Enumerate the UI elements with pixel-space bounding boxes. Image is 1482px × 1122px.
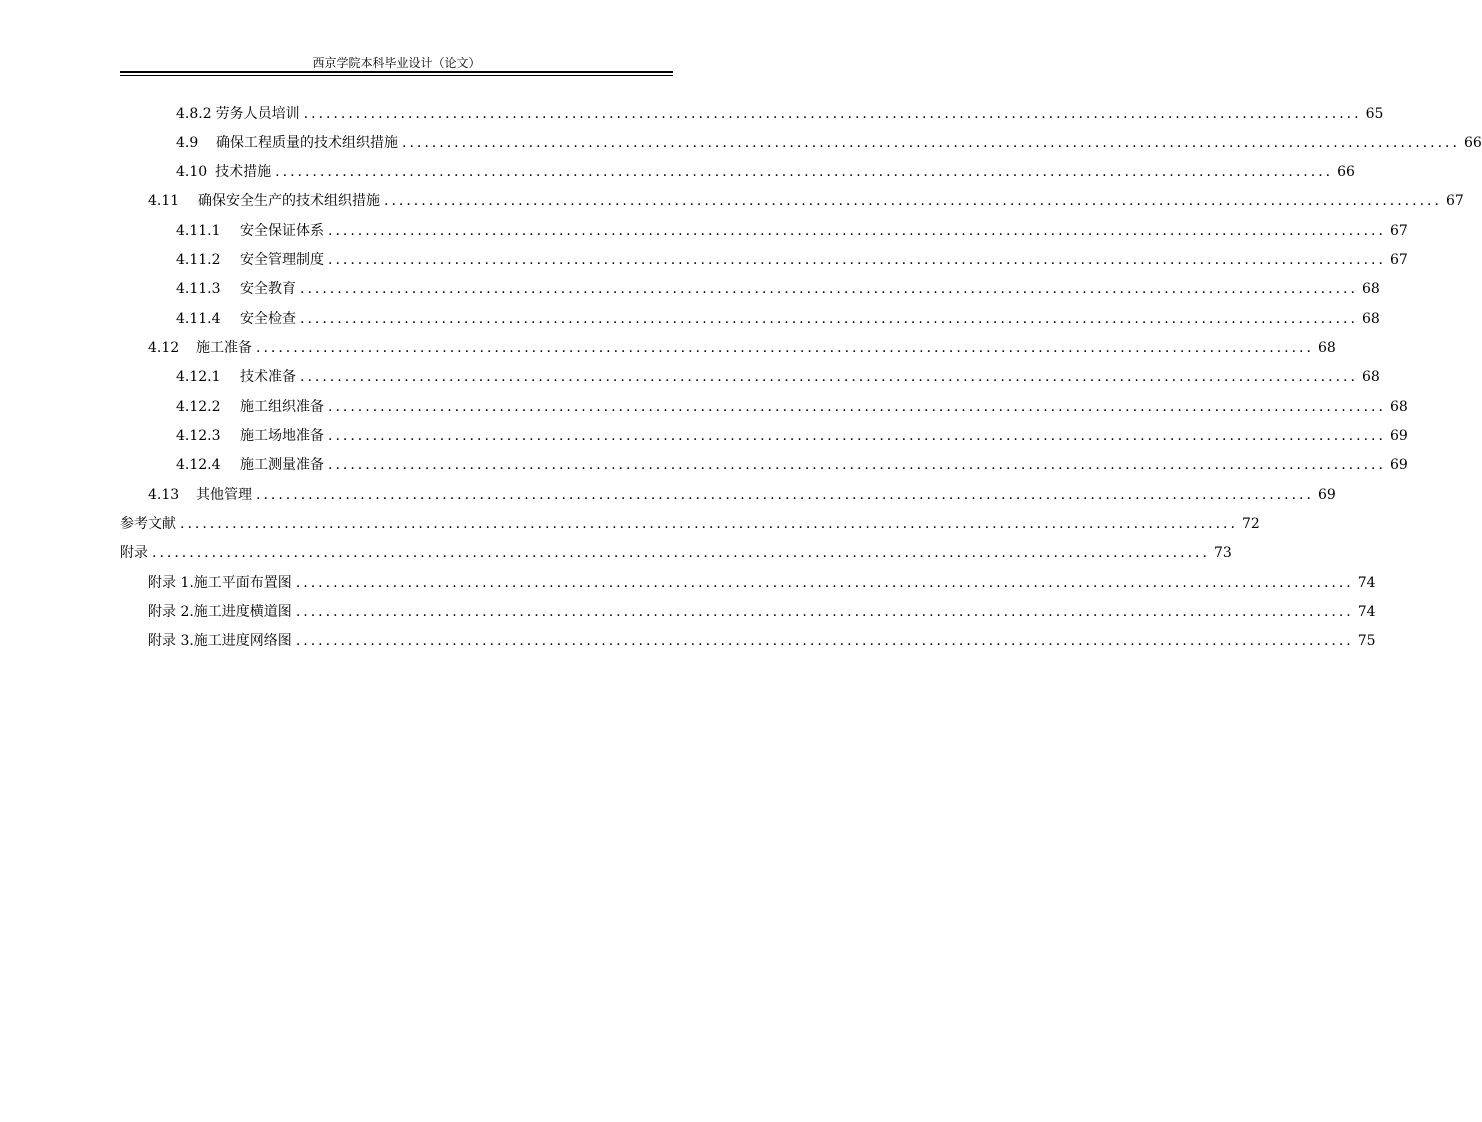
toc-entry-number: 4.12 bbox=[148, 340, 180, 356]
header-rule-thin bbox=[120, 75, 673, 76]
toc-entry-page: 68 bbox=[1389, 399, 1408, 415]
toc-entry-title: 劳务人员培训 bbox=[215, 106, 300, 122]
toc-entry-page: 68 bbox=[1317, 340, 1336, 356]
toc-entry-page: 73 bbox=[1213, 545, 1232, 561]
toc-entry-number: 4.9 bbox=[176, 135, 199, 151]
toc-entry-title: 施工组织准备 bbox=[240, 399, 324, 415]
toc-entry-title: 技术措施 bbox=[215, 164, 272, 180]
toc-entry-leader: .............................................................................................................................................. bbox=[402, 135, 1460, 151]
toc-entry[interactable] bbox=[148, 627, 1376, 655]
toc-entry-page: 68 bbox=[1361, 311, 1380, 327]
toc-entry-leader: .............................................................................................................................................. bbox=[295, 633, 1354, 649]
toc-entry-number: 4.11.1 bbox=[176, 223, 221, 239]
toc-entry-leader: .............................................................................................................................................. bbox=[303, 106, 1362, 122]
toc-entry-leader: .............................................................................................................................................. bbox=[256, 340, 1314, 356]
toc-entry[interactable] bbox=[120, 539, 1232, 567]
toc-entry-title: 安全保证体系 bbox=[240, 223, 324, 239]
toc-entry-page: 69 bbox=[1317, 487, 1336, 503]
toc-entry-number: 4.13 bbox=[148, 487, 180, 503]
toc-entry[interactable] bbox=[176, 100, 1384, 128]
toc-entry-leader: .............................................................................................................................................. bbox=[295, 604, 1354, 620]
toc-entry-page: 68 bbox=[1361, 369, 1380, 385]
toc-entry-leader: .............................................................................................................................................. bbox=[256, 487, 1314, 503]
toc-entry-title: 技术准备 bbox=[240, 369, 296, 385]
toc-entry[interactable] bbox=[176, 275, 1380, 303]
toc-entry-leader: .............................................................................................................................................. bbox=[384, 193, 1442, 209]
toc-entry[interactable] bbox=[176, 393, 1408, 421]
toc-entry-page: 65 bbox=[1365, 106, 1384, 122]
toc-entry-page: 69 bbox=[1389, 428, 1408, 444]
toc-entry-title: 附录 2.施工进度横道图 bbox=[148, 604, 292, 620]
toc-entry[interactable] bbox=[176, 305, 1380, 333]
toc-entry-number: 4.10 bbox=[176, 164, 208, 180]
toc-entry-page: 68 bbox=[1361, 281, 1380, 297]
toc-entry-title: 安全管理制度 bbox=[240, 252, 324, 268]
toc-entry-title: 附录 3.施工进度网络图 bbox=[148, 633, 292, 649]
toc-entry-number: 4.12.4 bbox=[176, 457, 221, 473]
toc-entry-number: 4.11 bbox=[148, 193, 180, 209]
toc-entry-leader: .............................................................................................................................................. bbox=[300, 369, 1358, 385]
toc-entry[interactable] bbox=[176, 363, 1380, 391]
toc-entry-number: 4.11.2 bbox=[176, 252, 221, 268]
toc-entry-leader: .............................................................................................................................................. bbox=[275, 164, 1334, 180]
toc-entry-number: 4.12.2 bbox=[176, 399, 221, 415]
toc-entry-page: 74 bbox=[1357, 575, 1376, 591]
toc-entry-leader: .............................................................................................................................................. bbox=[300, 281, 1358, 297]
toc-entry-title: 确保工程质量的技术组织措施 bbox=[216, 135, 398, 151]
toc-entry-leader: .............................................................................................................................................. bbox=[180, 516, 1238, 532]
toc-entry-leader: .............................................................................................................................................. bbox=[152, 545, 1210, 561]
toc-entry-number: 4.11.3 bbox=[176, 281, 221, 297]
toc-entry[interactable] bbox=[148, 481, 1336, 509]
toc-entry[interactable] bbox=[148, 187, 1464, 215]
toc-entry-number: 4.12.1 bbox=[176, 369, 221, 385]
toc-entry[interactable] bbox=[120, 510, 1260, 538]
toc-entry-number: 4.11.4 bbox=[176, 311, 221, 327]
toc-entry[interactable] bbox=[176, 451, 1408, 479]
toc-entry[interactable] bbox=[148, 598, 1376, 626]
toc-entry-leader: .............................................................................................................................................. bbox=[300, 311, 1358, 327]
toc-entry-title: 参考文献 bbox=[120, 516, 176, 532]
toc-entry-page: 72 bbox=[1241, 516, 1260, 532]
toc-entry-title: 其他管理 bbox=[196, 487, 252, 503]
toc-entry-leader: .............................................................................................................................................. bbox=[295, 575, 1354, 591]
toc-entry-title: 施工测量准备 bbox=[240, 457, 324, 473]
toc-entry-leader: .............................................................................................................................................. bbox=[328, 223, 1386, 239]
toc-entry-page: 74 bbox=[1357, 604, 1376, 620]
toc-entry[interactable] bbox=[176, 422, 1408, 450]
toc-entry-page: 67 bbox=[1389, 252, 1408, 268]
toc-entry-leader: .............................................................................................................................................. bbox=[328, 428, 1386, 444]
toc-entry-title: 附录 1.施工平面布置图 bbox=[148, 575, 292, 591]
toc-entry-page: 75 bbox=[1357, 633, 1376, 649]
toc-entry-title: 施工准备 bbox=[196, 340, 252, 356]
page-header: 西京学院本科毕业设计（论文） bbox=[312, 56, 481, 70]
toc-entry-title: 安全教育 bbox=[240, 281, 296, 297]
toc-entry-number: 4.12.3 bbox=[176, 428, 221, 444]
toc-entry-title: 施工场地准备 bbox=[240, 428, 324, 444]
toc-entry-page: 67 bbox=[1389, 223, 1408, 239]
toc-entry-page: 66 bbox=[1463, 135, 1482, 151]
toc-entry-leader: .............................................................................................................................................. bbox=[328, 457, 1386, 473]
toc-entry-leader: .............................................................................................................................................. bbox=[328, 252, 1386, 268]
toc-entry-title: 确保安全生产的技术组织措施 bbox=[198, 193, 380, 209]
toc-entry-title: 安全检查 bbox=[240, 311, 296, 327]
toc-entry-page: 69 bbox=[1389, 457, 1408, 473]
header-rule-thick bbox=[120, 71, 673, 73]
toc-entry-title: 附录 bbox=[120, 545, 148, 561]
toc-entry[interactable] bbox=[176, 217, 1408, 245]
toc-entry-leader: .............................................................................................................................................. bbox=[328, 399, 1386, 415]
toc-entry-page: 67 bbox=[1445, 193, 1464, 209]
toc-entry-page: 66 bbox=[1337, 164, 1355, 180]
toc-entry[interactable] bbox=[148, 569, 1376, 597]
toc-entry[interactable] bbox=[148, 334, 1336, 362]
toc-entry-number: 4.8.2 bbox=[176, 106, 212, 122]
toc-entry[interactable] bbox=[176, 129, 1482, 157]
toc-entry[interactable] bbox=[176, 158, 1355, 186]
toc-entry[interactable] bbox=[176, 246, 1408, 274]
